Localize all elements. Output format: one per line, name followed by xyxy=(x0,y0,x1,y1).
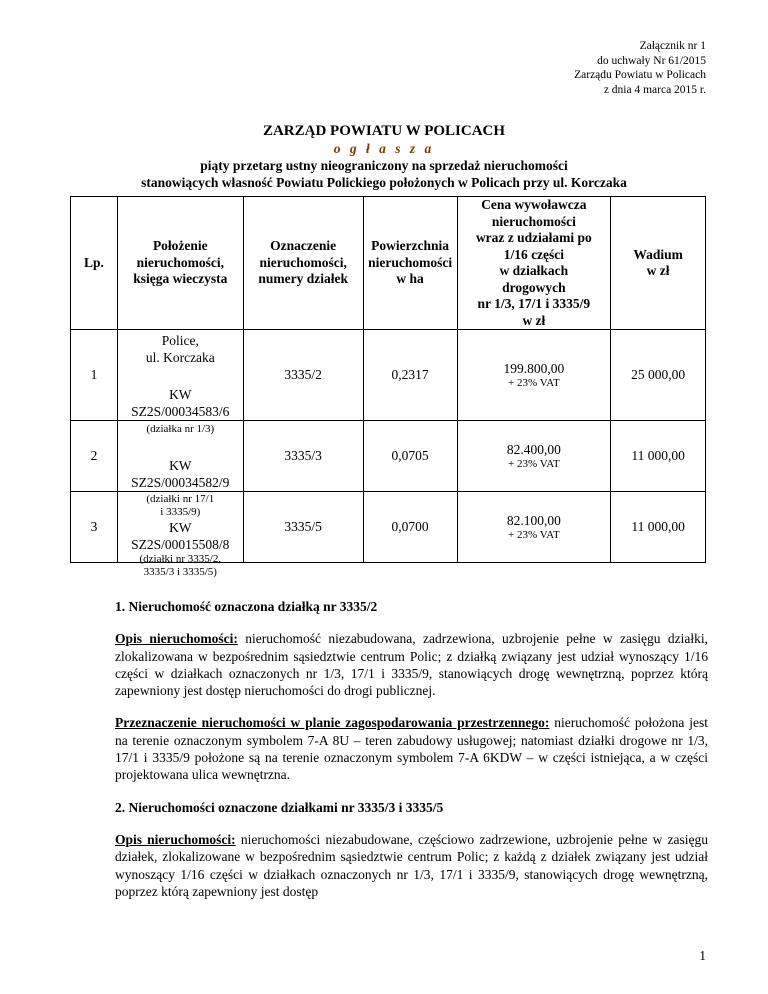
annex-line: z dnia 4 marca 2015 r. xyxy=(603,83,706,96)
heading-line: piąty przetarg ustny nieograniczony na sprzedaż nieruchomości xyxy=(200,158,568,173)
paragraph xyxy=(115,714,708,783)
cell-price: 82.400,00 + 23% VAT xyxy=(457,421,611,492)
section-title: 2. Nieruchomości oznaczone działkami nr 3335/3 i 3335/5 xyxy=(115,799,444,815)
header-area: Powierzchnia nieruchomości w ha xyxy=(363,197,457,330)
cell-area: 0,0705 xyxy=(363,421,457,492)
cell-plot: 3335/5 xyxy=(243,492,363,563)
cell-area: 0,0700 xyxy=(363,492,457,563)
section-title: 1. Nieruchomość oznaczona działką nr 3335/2 xyxy=(115,599,378,614)
announcement-word: o g ł a s z a xyxy=(333,141,435,156)
table-row xyxy=(71,492,706,563)
cell-deposit: 11 000,00 xyxy=(611,492,706,563)
paragraph-text: nieruchomości niezabudowane, częściowo zadrzewione, uzbrojenie pełne w zasięgu działek, zlokalizowane w bezpośrednim sąsiedztwie centrum Polic; z każdą z działek związany jest udział wynoszący 1/16 części w działkach oznaczonych nr 1/3, 17/1 i 3335/9, stanowiących drogę wewnętrzną, poprzez którą zapewniony jest dostęp xyxy=(115,831,708,899)
organization-title: ZARZĄD POWIATU W POLICACH xyxy=(262,123,506,139)
header-plot: Oznaczenie nieruchomości, numery działek xyxy=(243,197,363,330)
cell-price: 199.800,00 + 23% VAT xyxy=(457,330,611,421)
paragraph xyxy=(115,831,708,900)
annex-line: Zarządu Powiatu w Policach xyxy=(574,69,706,81)
heading-line: stanowiących własność Powiatu Polickiego położonych w Policach przy ul. Korczaka xyxy=(141,175,627,190)
cell-location: Police, ul. Korczaka KW SZ2S/00034583/6 xyxy=(117,330,243,421)
property-table xyxy=(70,196,706,578)
cell-area: 0,2317 xyxy=(363,330,457,421)
cell-lp: 1 xyxy=(71,330,118,421)
cell-deposit: 25 000,00 xyxy=(611,330,706,421)
annex-line: do uchwały Nr 61/2015 xyxy=(597,54,706,67)
table-header-row xyxy=(71,197,706,330)
cell-plot: 3335/2 xyxy=(243,330,363,421)
paragraph-label: Przeznaczenie nieruchomości w planie zagospodarowania przestrzennego: xyxy=(115,715,550,731)
paragraph-text: nieruchomość położona jest na terenie oznaczonym symbolem 7-A 8U – teren zabudowy usługowej; natomiast działki drogowe nr 1/3, 17/1 i 3335/9 położone są na terenie oznaczonym symbolem 7-A 6KDW – w części istniejąca, a w części projektowana ulica wewnętrzna. xyxy=(115,715,708,783)
cell-location: (działka nr 1/3) KW SZ2S/00034582/9 xyxy=(117,421,243,492)
page-number: 1 xyxy=(699,948,706,963)
cell-plot: 3335/3 xyxy=(243,421,363,492)
annex-reference xyxy=(574,39,706,97)
header-deposit: Wadium w zł xyxy=(611,197,706,330)
header-price: Cena wywoławcza nieruchomości wraz z udziałami po 1/16 części w działkach drogowych nr 1/3, 17/1 i 3335/9 w zł xyxy=(457,197,611,330)
document-heading xyxy=(60,122,708,191)
document-body xyxy=(115,598,708,915)
cell-location: (działki nr 17/1 i 3335/9) KW SZ2S/00015508/8 (działki nr 3335/2, 3335/3 i 3335/5) xyxy=(117,492,243,563)
table-row xyxy=(71,330,706,421)
paragraph xyxy=(115,630,708,699)
annex-line: Załącznik nr 1 xyxy=(639,40,706,52)
cell-price: 82.100,00 + 23% VAT xyxy=(457,492,611,563)
header-lp: Lp. xyxy=(71,197,118,330)
cell-deposit: 11 000,00 xyxy=(611,421,706,492)
header-location: Położenie nieruchomości, księga wieczysta xyxy=(117,197,243,330)
paragraph-label: Opis nieruchomości: xyxy=(115,831,236,847)
paragraph-text: nieruchomość niezabudowana, zadrzewiona, uzbrojenie pełne w zasięgu działki, zlokalizowana w bezpośrednim sąsiedztwie centrum Polic; z działką związany jest udział wynoszący 1/16 części w działkach oznaczonych nr 1/3, 17/1 i 3335/9, stanowiących drogę wewnętrzną, poprzez którą zapewniony jest dostęp nieruchomości do drogi publicznej. xyxy=(115,631,708,699)
cell-lp: 2 xyxy=(71,421,118,492)
cell-lp: 3 xyxy=(71,492,118,563)
paragraph-label: Opis nieruchomości: xyxy=(115,631,238,647)
table-row xyxy=(71,421,706,492)
